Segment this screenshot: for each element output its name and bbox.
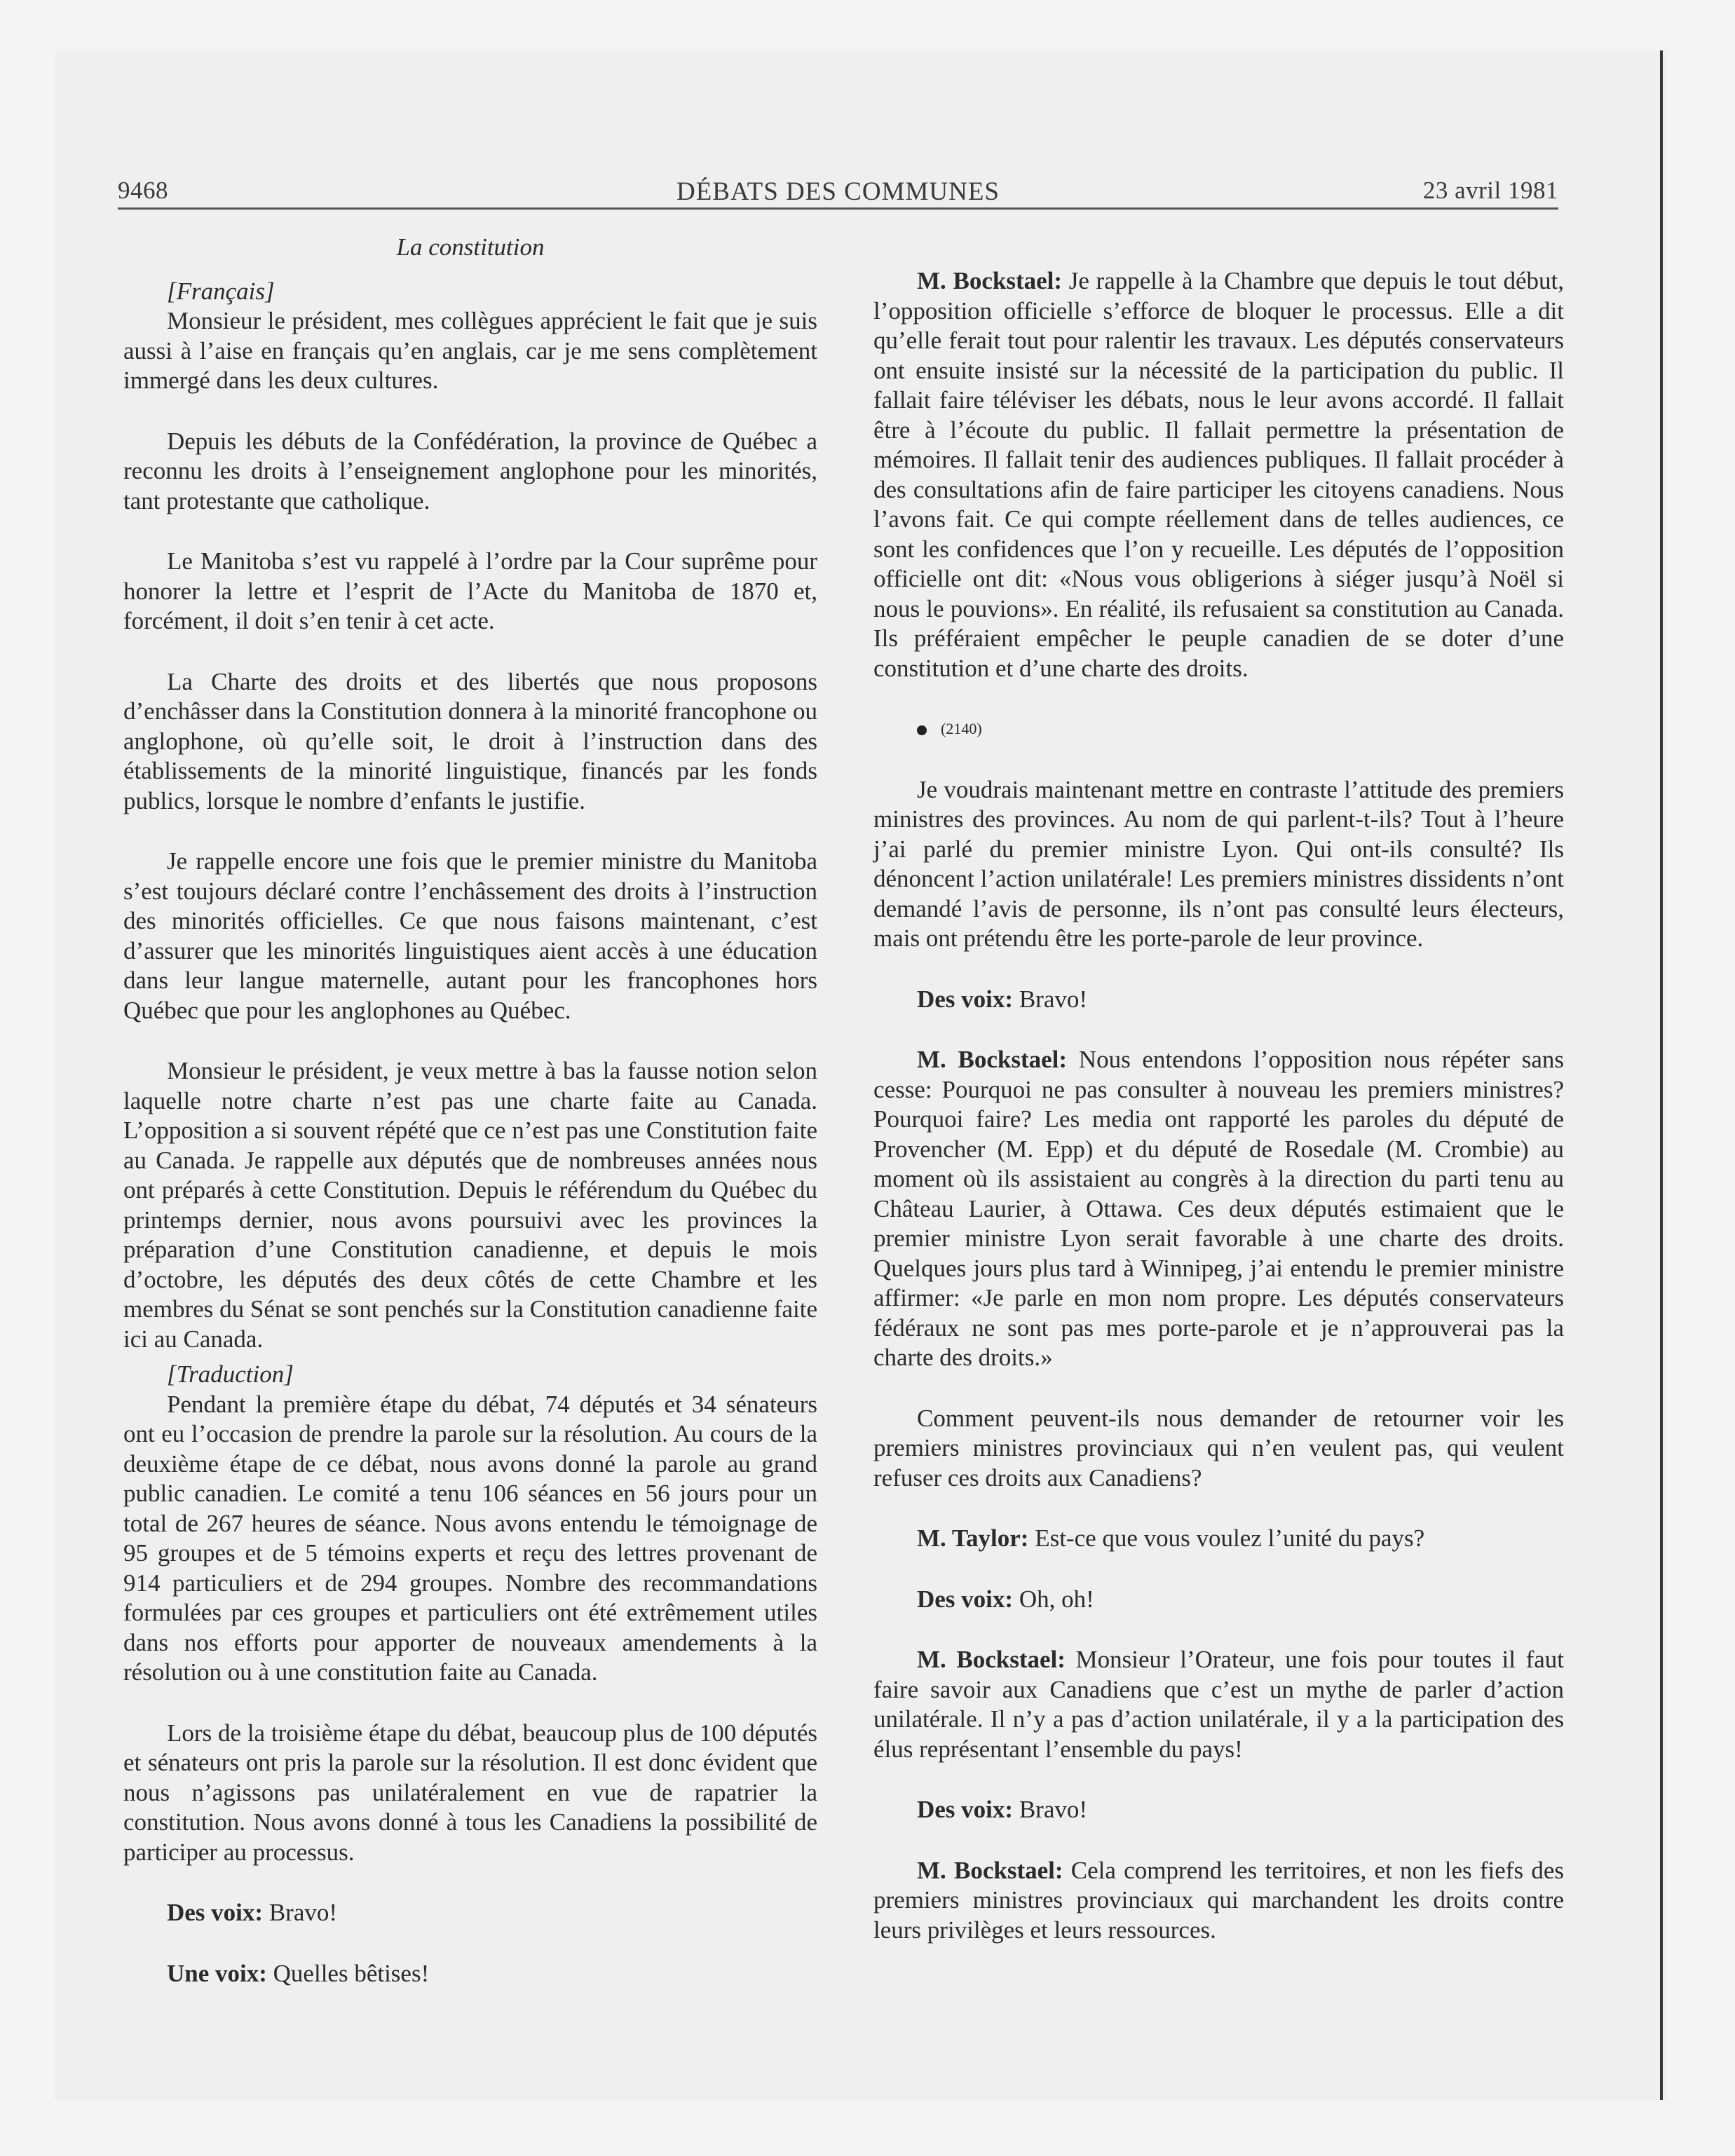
- speaker-name: M. Taylor:: [917, 1524, 1029, 1552]
- right-column: [873, 233, 1564, 1945]
- section-title: La constitution: [396, 233, 545, 261]
- paragraph: Monsieur le président, je veux mettre à bas la fausse notion selon laquelle notre charte n’est pas une charte faite au Canada. L’opposition a si souvent répété que ce n’est pas une Constitution faite au Canada. Je rappelle aux députés que de nombreuses années nous ont préparés à cette Constitution. Depuis le référendum du Québec du printemps dernier, nous avons poursuivi avec les provinces la préparation d’une Constitution canadienne, et depuis le mois d’octobre, les députés des deux côtés de cette Chambre et les membres du Sénat se sont penchés sur la Constitution canadienne faite ici au Canada.: [123, 1057, 817, 1353]
- speech: Monsieur l’Orateur, une fois pour toutes il faut faire savoir aux Canadiens que c’est un mythe de parler d’action unilatérale. Il n’y a pas d’action unilatérale, il y a la participation des élus représentant l’ensemble du pays!: [873, 1646, 1564, 1763]
- paragraph: Lors de la troisième étape du débat, beaucoup plus de 100 députés et sénateurs ont pris la parole sur la résolution. Il est donc évident que nous n’agissons pas unilatéralement en vue de rapatrier la constitution. Nous avons donné à tous les Canadiens la possibilité de participer au processus.: [123, 1719, 817, 1866]
- speech: Bravo!: [1013, 985, 1088, 1013]
- speaker-name: Des voix:: [917, 1585, 1014, 1613]
- speaker-line: [873, 1045, 1564, 1373]
- paragraph: Je voudrais maintenant mettre en contraste l’attitude des premiers ministres des provinces. Au nom de qui parlent-t-ils? Tout à l’heure j’ai parlé du premier ministre Lyon. Qui ont-ils consulté? Ils dénoncent l’action unilatérale! Les premiers ministres dissidents n’ont demandé l’avis de personne, ils n’ont pas consulté leurs électeurs, mais ont prétendu être les porte-parole de leur province.: [873, 775, 1564, 952]
- speaker-line: [873, 1856, 1564, 1946]
- speech: Est-ce que vous voulez l’unité du pays?: [1028, 1524, 1425, 1552]
- paragraph: La Charte des droits et des libertés que nous proposons d’enchâsser dans la Constitution donnera à la minorité francophone ou anglophone, où qu’elle soit, le droit à l’instruction dans des établissements de la minorité linguistique, financés par les fonds publics, lorsque le nombre d’enfants le justifie.: [123, 667, 817, 814]
- speech: Quelles bêtises!: [266, 1959, 430, 1987]
- paragraph: Pendant la première étape du débat, 74 députés et 34 sénateurs ont eu l’occasion de prendre la parole sur la résolution. Au cours de la deuxième étape de ce débat, nous avons donné la parole au grand public canadien. Le comité a tenu 106 séances en 56 jours pour un total de 267 heures de séance. Nous avons entendu le témoignage de 95 groupes et de 5 témoins experts et reçu des lettres provenant de 914 particuliers et de 294 groupes. Nombre des recommandations formulées par ces groupes et particuliers ont été extrêmement utiles dans nos efforts pour apporter de nouveaux amendements à la résolution ou à une constitution faite au Canada.: [123, 1390, 817, 1686]
- speaker-name: M. Bockstael:: [917, 1856, 1063, 1884]
- speaker-name: Une voix:: [167, 1959, 267, 1987]
- paragraph: Je rappelle encore une fois que le premier ministre du Manitoba s’est toujours déclaré contre l’enchâssement des droits à l’instruction des minorités officielles. Ce que nous faisons maintenant, c’est d’assurer que les minorités linguistiques aient accès à une éducation dans leur langue maternelle, autant pour les francophones hors Québec que pour les anglophones au Québec.: [123, 847, 817, 1024]
- header-date: 23 avril 1981: [1422, 177, 1558, 204]
- speech: Oh, oh!: [1013, 1585, 1094, 1613]
- speaker-name: Des voix:: [167, 1899, 264, 1926]
- speaker-name: M. Bockstael:: [917, 1046, 1068, 1073]
- speaker-line: [123, 1898, 817, 1928]
- language-tag-french: [Français]: [167, 277, 275, 305]
- speaker-line: [873, 1795, 1564, 1825]
- speaker-line: [123, 1959, 817, 1989]
- speaker-name: Des voix:: [917, 1796, 1014, 1823]
- paragraph: Comment peuvent-ils nous demander de retourner voir les premiers ministres provinciaux qui n’en veulent pas, qui veulent refuser ces droits aux Canadiens?: [873, 1404, 1564, 1492]
- speech: Bravo!: [1013, 1796, 1088, 1823]
- page-edge-rule: [1660, 50, 1663, 2100]
- paragraph: Monsieur le président, mes collègues apprécient le fait que je suis aussi à l’aise en français qu’en anglais, car je me sens complètement immergé dans les deux cultures.: [123, 307, 817, 394]
- paragraph: Le Manitoba s’est vu rappelé à l’ordre par la Cour suprême pour honorer la lettre et l’esprit de l’Acte du Manitoba de 1870 et, forcément, il doit s’en tenir à cet acte.: [123, 547, 817, 634]
- speaker-line: [873, 985, 1564, 1015]
- speech: Nous entendons l’opposition nous répéter sans cesse: Pourquoi ne pas consulter à nouveau les premiers ministres? Pourquoi faire? Les media ont rapporté les paroles du député de Provencher (M. Epp) et du député de Rosedale (M. Crombie) au moment où ils assistaient au congrès à la direction du parti tenu au Château Laurier, à Ottawa. Ces deux députés estimaient que le premier ministre Lyon serait favorable à une charte des droits. Quelques jours plus tard à Winnipeg, j’ai entendu le premier ministre affirmer: «Je parle en mon nom propre. Les députés conservateurs fédéraux ne sont pas mes porte-parole et je n’approuverai pas la charte des droits.»: [873, 1046, 1564, 1371]
- page-number: 9468: [118, 177, 168, 204]
- speech: Bravo!: [263, 1899, 338, 1926]
- speaker-line: [873, 266, 1564, 683]
- speech: Je rappelle à la Chambre que depuis le tout début, l’opposition officielle s’efforce de bloquer le processus. Elle a dit qu’elle ferait tout pour ralentir les travaux. Les députés conservateurs ont ensuite insisté sur la nécessité de la participation du public. Il fallait faire téléviser les débats, nous le leur avons accordé. Il fallait être à l’écoute du public. Il fallait permettre la présentation de mémoires. Il fallait tenir des audiences publiques. Il fallait procéder à des consultations afin de faire participer les citoyens canadiens. Nous l’avons fait. Ce qui compte réellement dans de telles audiences, ce sont les confidences que l’on y recueille. Les députés de l’opposition officielle ont dit: «Nous vous obligerions à siéger jusqu’à Noël si nous le pouvions». En réalité, ils refusaient sa constitution au Canada. Ils préféraient empêcher le peuple canadien de se doter d’une constitution et d’une charte des droits.: [873, 267, 1564, 682]
- speaker-name: M. Bockstael:: [917, 1646, 1066, 1673]
- timestamp-text: (2140): [941, 720, 982, 737]
- paragraph: Depuis les débuts de la Confédération, la province de Québec a reconnu les droits à l’enseignement anglophone pour les minorités, tant protestante que catholique.: [123, 427, 817, 514]
- language-tag-translation: [Traduction]: [167, 1360, 294, 1388]
- timestamp: [873, 714, 1564, 744]
- speaker-name: M. Bockstael:: [917, 267, 1063, 294]
- bullet-icon: [917, 725, 927, 735]
- speaker-line: [873, 1645, 1564, 1764]
- speaker-name: Des voix:: [917, 985, 1014, 1013]
- left-column: [123, 233, 817, 1988]
- header-title: DÉBATS DES COMMUNES: [676, 177, 1000, 206]
- speaker-line: [873, 1524, 1564, 1554]
- speaker-line: [873, 1585, 1564, 1615]
- header-rule: [118, 207, 1558, 210]
- speech: Cela comprend les territoires, et non les fiefs des premiers ministres provinciaux qui marchandent les droits contre leurs privilèges et leurs ressources.: [873, 1856, 1564, 1944]
